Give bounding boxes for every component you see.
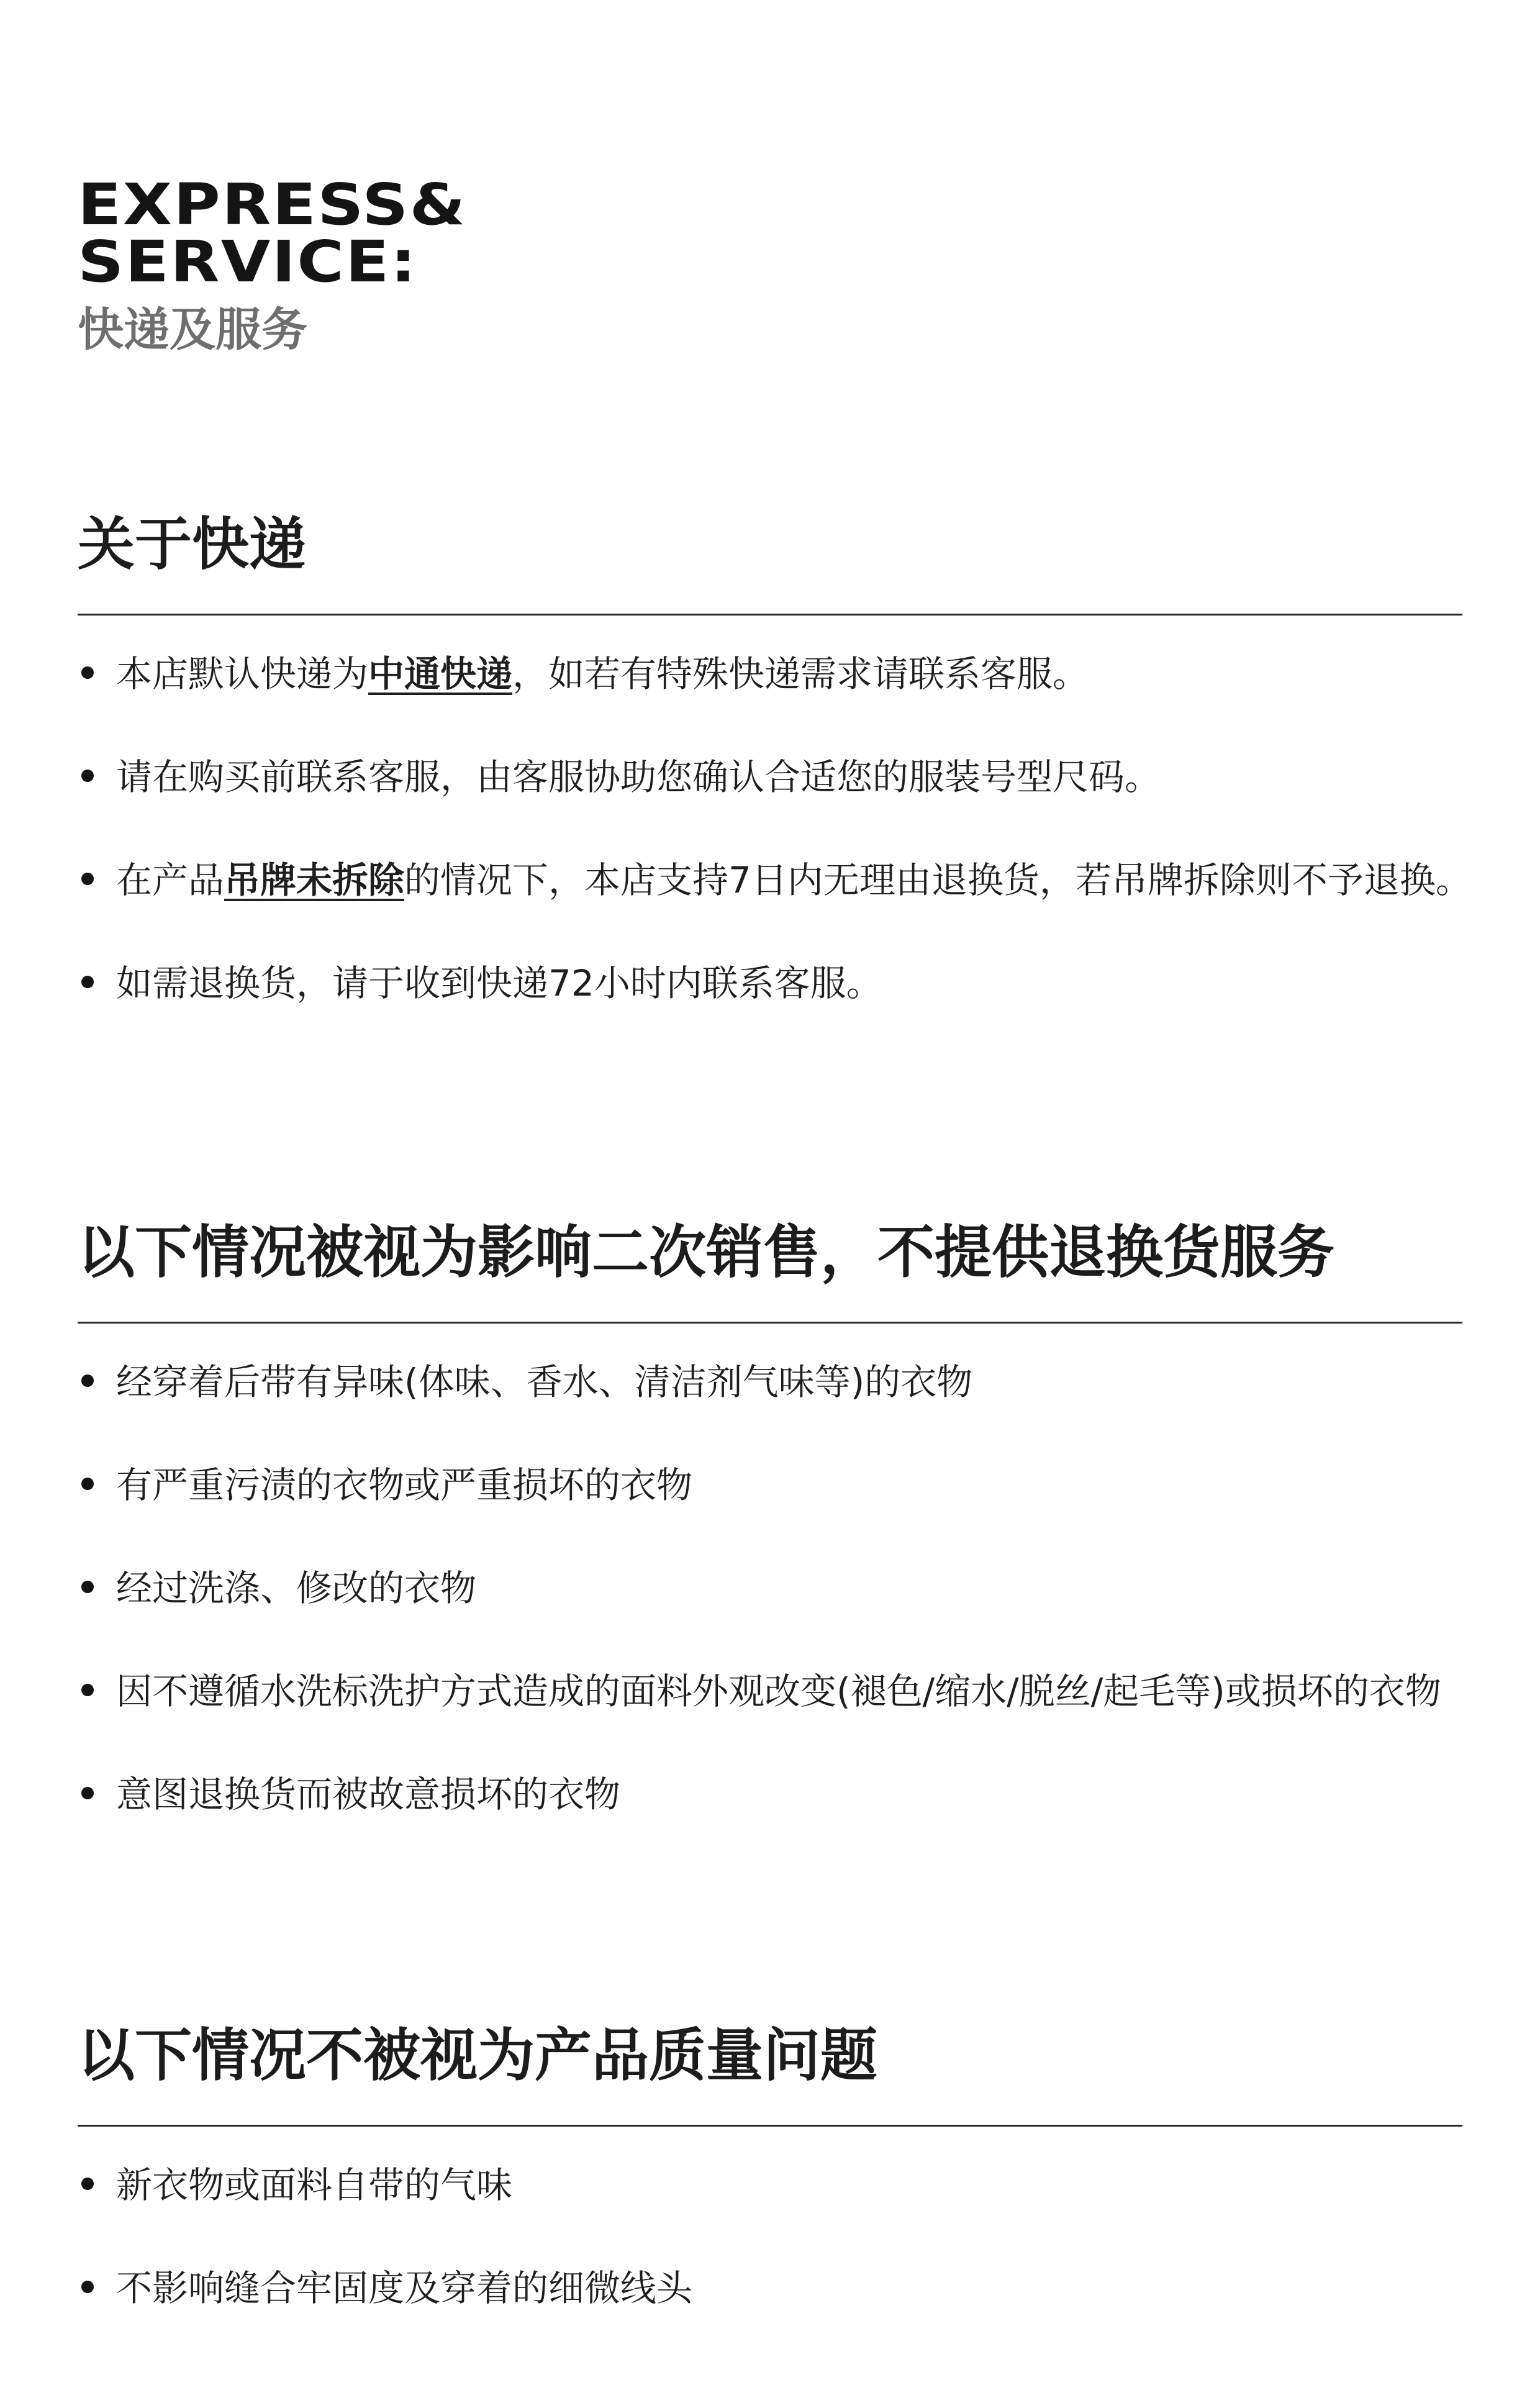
item-list xyxy=(78,643,1472,1014)
item-list xyxy=(78,2154,1462,2319)
item-text: 本店默认快递为中通快递，如若有特殊快递需求请联系客服。 xyxy=(116,653,1089,695)
brand-subtitle: 快递及服务 xyxy=(78,303,307,357)
item-list xyxy=(78,1351,1462,1825)
bullet-icon xyxy=(81,770,94,782)
item-text: 因不遵循水洗标洗护方式造成的面料外观改变(褪色/缩水/脱丝/起毛等)或损坏的衣物 xyxy=(116,1670,1441,1712)
item-text: 新衣物或面料自带的气味 xyxy=(116,2164,513,2206)
section-divider xyxy=(78,2125,1462,2127)
item-text: 经穿着后带有异味(体味、香水、清洁剂气味等)的衣物 xyxy=(116,1361,973,1403)
bullet-icon xyxy=(81,1478,94,1490)
list-item xyxy=(78,2257,1462,2319)
item-text: 如需退换货，请于收到快递72小时内联系客服。 xyxy=(116,962,882,1004)
section-title: 以下情况不被视为产品质量问题 xyxy=(78,2022,878,2089)
section-divider xyxy=(78,614,1462,616)
item-text: 不影响缝合牢固度及穿着的细微线头 xyxy=(116,2267,693,2309)
section-express xyxy=(78,511,1472,1055)
brand-title-line-1: EXPRESS& xyxy=(78,171,467,238)
list-item xyxy=(78,746,1462,808)
item-text: 在产品吊牌未拆除的情况下，本店支持7日内无理由退换货，若吊牌拆除则不予退换。 xyxy=(116,859,1472,901)
section-title: 关于快递 xyxy=(78,511,307,578)
bullet-icon xyxy=(81,2178,94,2190)
bullet-icon xyxy=(81,1787,94,1799)
list-item xyxy=(78,849,1472,911)
list-item xyxy=(78,952,1462,1014)
list-item xyxy=(78,1557,1462,1619)
bullet-icon xyxy=(81,1581,94,1593)
highlight-courier: 中通快递 xyxy=(368,653,513,695)
highlight-tag: 吊牌未拆除 xyxy=(224,859,405,901)
bullet-icon xyxy=(81,976,94,988)
section-title: 以下情况被视为影响二次销售，不提供退换货服务 xyxy=(78,1219,1335,1286)
brand-header xyxy=(78,171,636,358)
item-text: 意图退换货而被故意损坏的衣物 xyxy=(116,1773,621,1815)
bullet-icon xyxy=(81,873,94,885)
list-item xyxy=(78,2154,1462,2216)
list-item xyxy=(78,1763,1462,1825)
section-divider xyxy=(78,1322,1462,1324)
brand-title-line-2: SERVICE: xyxy=(78,229,418,295)
section-no-return xyxy=(78,1219,1462,1866)
list-item xyxy=(78,1454,1462,1516)
item-text: 经过洗涤、修改的衣物 xyxy=(116,1567,477,1609)
bullet-icon xyxy=(81,2281,94,2293)
list-item xyxy=(78,643,1462,705)
item-text: 有严重污渍的衣物或严重损坏的衣物 xyxy=(116,1464,693,1506)
section-not-quality-issue xyxy=(78,2022,1462,2360)
list-item xyxy=(78,1351,1462,1413)
list-item xyxy=(78,1660,1462,1722)
bullet-icon xyxy=(81,1374,94,1387)
bullet-icon xyxy=(81,666,94,679)
bullet-icon xyxy=(81,1684,94,1696)
item-text: 请在购买前联系客服，由客服协助您确认合适您的服装号型尺码。 xyxy=(116,756,1161,798)
